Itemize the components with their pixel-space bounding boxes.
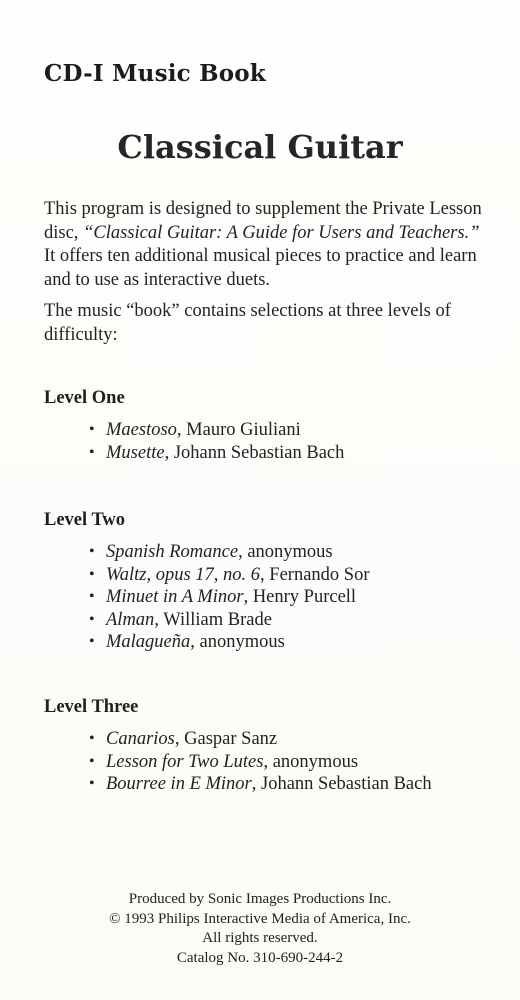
level-one-section bbox=[44, 388, 494, 464]
intro-paragraph-2: The music “book” contains selections at three levels of difficulty: bbox=[44, 301, 451, 345]
intro-text-end: It offers ten additional musical pieces to practice and learn and to use as interactive duets. bbox=[44, 246, 477, 290]
intro-paragraph-1 bbox=[44, 198, 494, 292]
piece-title: Spanish Romance bbox=[106, 542, 239, 562]
bullet-icon: • bbox=[89, 610, 95, 628]
list-item bbox=[89, 773, 494, 796]
piece-title: Bourree in E Minor bbox=[106, 774, 252, 794]
piece-list bbox=[44, 728, 494, 796]
bullet-icon: • bbox=[89, 421, 95, 438]
piece-composer: , Henry Purcell bbox=[243, 587, 357, 607]
bullet-icon: • bbox=[89, 443, 95, 461]
piece-composer: , Mauro Giuliani bbox=[176, 420, 301, 440]
lesson-disc-title: “Classical Guitar: A Guide for Users and Teachers.” bbox=[83, 222, 480, 243]
list-item bbox=[89, 541, 494, 564]
bullet-icon: • bbox=[89, 565, 95, 583]
list-item bbox=[89, 751, 494, 774]
piece-title: Canarios bbox=[106, 729, 175, 749]
piece-list bbox=[44, 541, 494, 654]
level-heading: Level Three bbox=[44, 697, 139, 717]
producer-line: Produced by Sonic Images Productions Inc. bbox=[128, 891, 392, 907]
bullet-icon: • bbox=[89, 588, 95, 605]
level-heading: Level One bbox=[44, 388, 125, 408]
list-item bbox=[89, 564, 494, 587]
level-three-section bbox=[44, 697, 494, 796]
piece-composer: , anonymous bbox=[190, 632, 285, 652]
piece-title: Malagueña bbox=[106, 632, 191, 652]
piece-composer: , William Brade bbox=[154, 609, 272, 630]
level-heading: Level Two bbox=[44, 510, 126, 530]
list-item bbox=[89, 586, 494, 609]
piece-composer: , Johann Sebastian Bach bbox=[164, 442, 345, 463]
intro-section bbox=[44, 198, 494, 347]
page-title: Classical Guitar bbox=[117, 128, 403, 166]
piece-title: Lesson for Two Lutes bbox=[106, 751, 264, 772]
copyright-line: © 1993 Philips Interactive Media of America, Inc. bbox=[109, 910, 411, 927]
list-item bbox=[89, 419, 494, 442]
bullet-icon: • bbox=[89, 633, 95, 650]
list-item bbox=[89, 631, 494, 654]
piece-composer: , Gaspar Sanz bbox=[174, 729, 278, 749]
piece-list bbox=[44, 419, 494, 464]
bullet-icon: • bbox=[89, 543, 95, 560]
piece-composer: , anonymous bbox=[238, 542, 333, 562]
list-item bbox=[89, 442, 494, 465]
list-item bbox=[89, 609, 494, 632]
piece-composer: , Johann Sebastian Bach bbox=[251, 774, 432, 794]
rights-line: All rights reserved. bbox=[202, 930, 318, 946]
level-two-section bbox=[44, 510, 494, 654]
list-item bbox=[89, 728, 494, 751]
piece-title: Musette bbox=[106, 442, 165, 463]
credits-block bbox=[0, 890, 520, 968]
piece-title: Minuet in A Minor bbox=[106, 587, 244, 607]
bullet-icon: • bbox=[89, 775, 95, 792]
intro-text-start: This program is designed to supplement the Private Lesson disc, bbox=[44, 199, 482, 243]
bullet-icon: • bbox=[89, 730, 95, 747]
piece-composer: , Fernando Sor bbox=[260, 564, 370, 585]
piece-title: Waltz, opus 17, no. 6 bbox=[106, 564, 261, 585]
series-title: CD-I Music Book bbox=[44, 60, 266, 87]
catalog-number: Catalog No. 310-690-244-2 bbox=[176, 949, 344, 966]
piece-composer: , anonymous bbox=[263, 751, 359, 772]
bullet-icon: • bbox=[89, 752, 95, 770]
piece-title: Alman bbox=[106, 609, 155, 630]
piece-title: Maestoso bbox=[106, 420, 177, 440]
